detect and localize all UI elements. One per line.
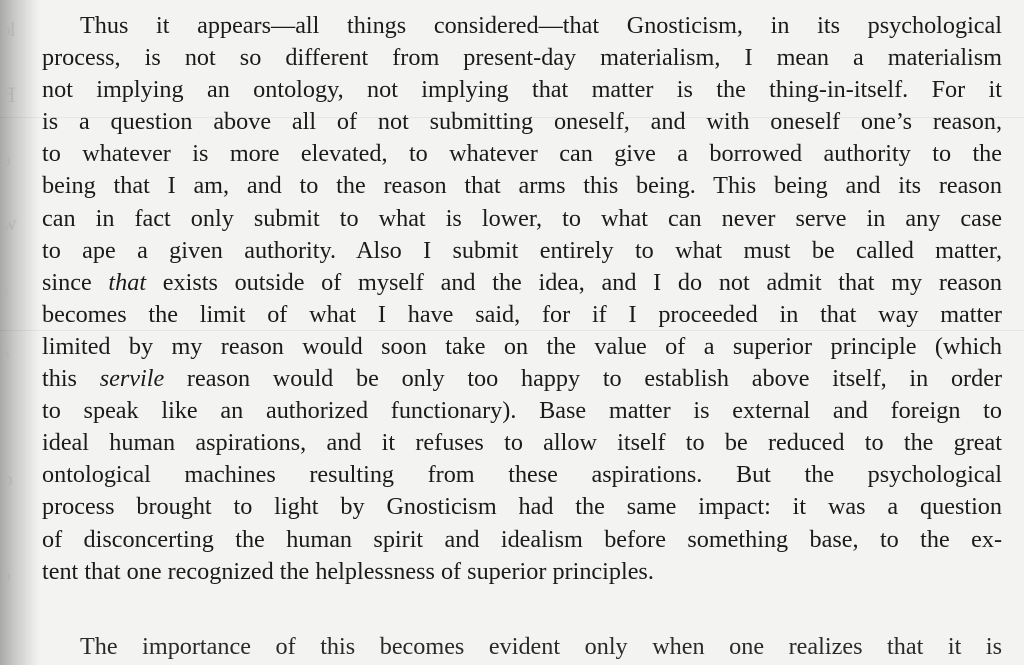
document-page	[42, 10, 1002, 588]
bleed-through-mark: s	[2, 341, 9, 363]
bleed-through-mark: ɘ	[2, 149, 10, 171]
cut-off-line	[42, 633, 1002, 665]
text-line: since that exists outside of myself and the idea, and I do not admit that my reason	[42, 268, 1002, 296]
text-line: process, is not so different from present-day materialism, I mean a materialism	[42, 44, 1002, 72]
text-line: not implying an ontology, not implying that matter is the thing-in-itself. For it	[42, 76, 1002, 104]
text-line: to speak like an authorized functionary). Base matter is external and foreign to	[42, 397, 1002, 425]
text-line: can in fact only submit to what is lower, to what can never serve in any case	[42, 204, 1002, 232]
text-line: process brought to light by Gnosticism had the same impact: it was a question	[42, 493, 1002, 521]
text-line: tent that one recognized the helplessness of superior principles.	[42, 557, 654, 585]
text-line: Thus it appears—all things considered—that Gnosticism, in its psychological	[80, 12, 1002, 39]
text-line: is a question above all of not submitting oneself, and with oneself one’s reason,	[42, 108, 1002, 136]
bleed-through-mark: ɔ	[2, 565, 10, 587]
text-line: to whatever is more elevated, to whatever can give a borrowed authority to the	[42, 140, 1002, 168]
text-line: becomes the limit of what I have said, for if I proceeded in that way matter	[42, 300, 1002, 328]
text-line: this servile reason would be only too happy to establish above itself, in order	[42, 365, 1002, 393]
text-line: being that I am, and to the reason that arms this being. This being and its reason	[42, 172, 1002, 200]
bleed-through-mark: ꟻ	[2, 85, 15, 107]
bleed-through-mark: ɔl	[2, 19, 15, 41]
emphasized-word: that	[108, 268, 147, 296]
text-line: ideal human aspirations, and it refuses to allow itself to be reduced to the great	[42, 429, 1002, 457]
text-line-cut: The importance of this becomes evident only when one realizes that it is	[80, 633, 1002, 660]
text-line: limited by my reason would soon take on the value of a superior principle (which	[42, 332, 1002, 360]
emphasized-word: servile	[99, 365, 165, 393]
bleed-through-mark: ɿ	[2, 277, 8, 299]
text-line: ontological machines resulting from these aspirations. But the psychological	[42, 461, 1002, 489]
text-line: to ape a given authority. Also I submit entirely to what must be called matter,	[42, 236, 1002, 264]
bleed-through-mark: w	[2, 213, 16, 235]
text-line: of disconcerting the human spirit and idealism before something base, to the ex-	[42, 525, 1002, 553]
bleed-through-mark: ɒ	[2, 469, 12, 491]
